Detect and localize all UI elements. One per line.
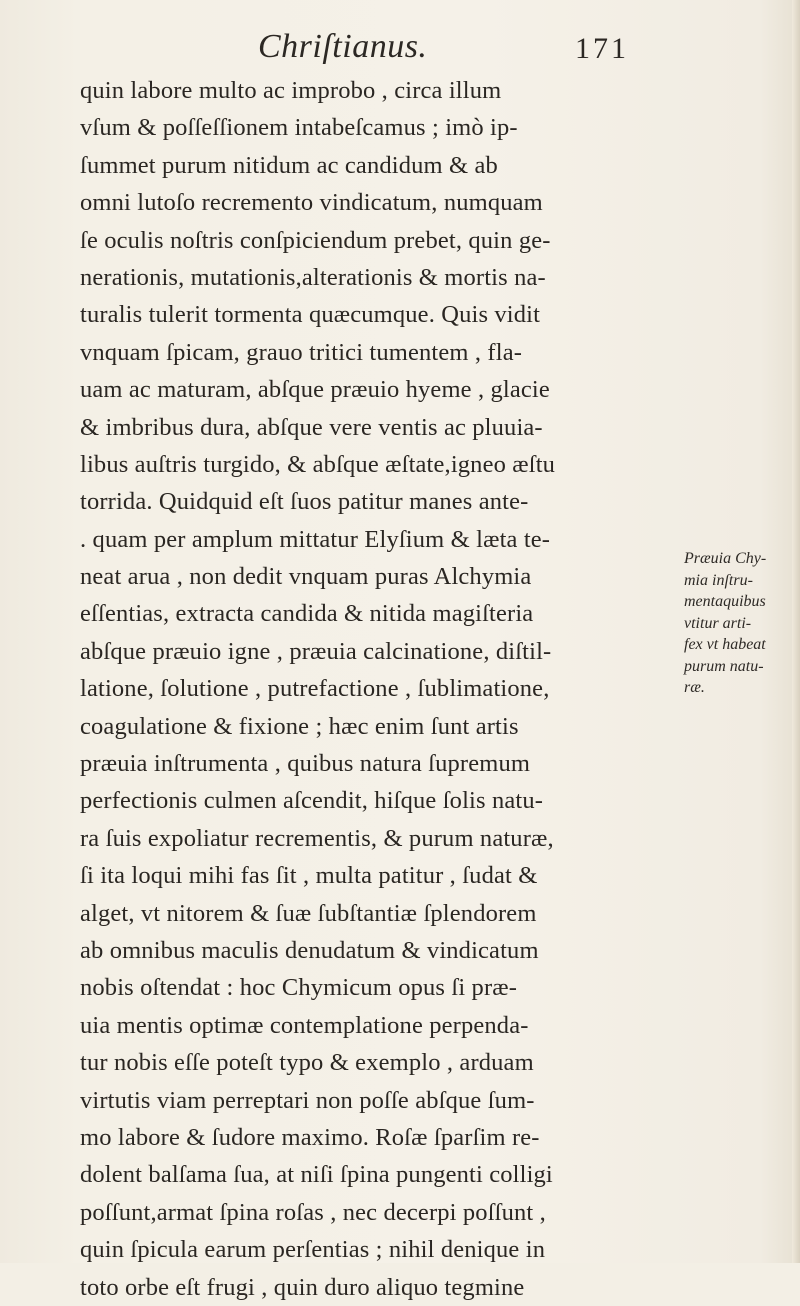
text-line: vſum & poſſeſſionem intabeſcamus ; imò ip- — [80, 114, 518, 142]
text-line: virtutis viam perreptari non poſſe abſque ſum- — [80, 1086, 535, 1114]
marginal-note — [684, 548, 796, 699]
text-line: vnquam ſpicam, grauo tritici tumentem , fla- — [80, 338, 523, 366]
page-number: 171 — [575, 32, 629, 65]
text-line: quin ſpicula earum perſentias ; nihil denique in — [80, 1236, 546, 1264]
text-line: poſſunt,armat ſpina roſas , nec decerpi poſſunt , — [80, 1198, 546, 1226]
text-line: nobis oſtendat : hoc Chymicum opus ſi præ- — [80, 974, 518, 1002]
text-line: perfectionis culmen aſcendit, hiſque ſolis natu- — [80, 787, 544, 815]
text-line: ab omnibus maculis denudatum & vindicatum — [80, 936, 539, 964]
text-line: uia mentis optimæ contemplatione perpenda- — [80, 1011, 529, 1039]
body-text — [80, 72, 670, 1306]
text-line: ra ſuis expoliatur recrementis, & purum naturæ, — [80, 824, 554, 852]
text-line: tur nobis eſſe poteſt typo & exemplo , arduam — [80, 1049, 534, 1077]
text-line: nerationis, mutationis,alterationis & mortis na- — [80, 263, 546, 291]
text-line: turalis tulerit tormenta quæcumque. Quis vidit — [80, 301, 541, 329]
page-header — [0, 22, 800, 72]
marginal-note-line: purum natu- — [684, 657, 764, 675]
text-line: præuia inſtrumenta , quibus natura ſupremum — [80, 750, 531, 778]
marginal-note-line: mia inſtru- — [684, 571, 753, 589]
marginal-note-line: fex vt habeat — [684, 636, 766, 653]
text-line: latione, ſolutione , putrefactione , ſublimatione, — [80, 675, 550, 703]
text-line: coagulatione & fixione ; hæc enim ſunt artis — [80, 712, 519, 740]
marginal-note-line: mentaquibus — [684, 593, 766, 610]
marginal-note-line: vtitur arti- — [684, 614, 752, 632]
text-line: dolent balſama ſua, at niſi ſpina pungenti colligi — [80, 1161, 553, 1189]
text-line: omni lutoſo recremento vindicatum, numquam — [80, 189, 543, 217]
text-line: libus auſtris turgido, & abſque æſtate,igneo æſtu — [80, 450, 556, 478]
text-line: ſummet purum nitidum ac candidum & ab — [80, 151, 498, 179]
text-line: alget, vt nitorem & ſuæ ſubſtantiæ ſplendorem — [80, 899, 537, 927]
text-line: ſe oculis noſtris conſpiciendum prebet, quin ge- — [80, 226, 551, 254]
text-line: neat arua , non dedit vnquam puras Alchymia — [80, 563, 532, 591]
text-line: quin labore multo ac improbo , circa illum — [80, 77, 502, 104]
marginal-note-line: ræ. — [684, 679, 705, 696]
text-line: abſque præuio igne , præuia calcinatione, diſtil- — [80, 637, 552, 665]
text-line: mo labore & ſudore maximo. Roſæ ſparſim re- — [80, 1123, 540, 1151]
marginal-note-line: Præuia Chy- — [684, 550, 767, 567]
text-line: eſſentias, extracta candida & nitida magiſteria — [80, 600, 534, 628]
text-line: toto orbe eſt frugi , quin duro aliquo tegmine — [80, 1273, 525, 1301]
text-line: & imbribus dura, abſque vere ventis ac pluuia- — [80, 413, 543, 441]
text-line: uam ac maturam, abſque præuio hyeme , glacie — [80, 376, 550, 404]
text-line: torrida. Quidquid eſt ſuos patitur manes ante- — [80, 488, 529, 516]
text-line: . quam per amplum mittatur Elyſium & læta te- — [80, 525, 551, 553]
text-line: ſi ita loqui mihi fas ſit , multa patitur , ſudat & — [80, 862, 538, 890]
running-head: Chriſtianus. — [258, 28, 428, 65]
